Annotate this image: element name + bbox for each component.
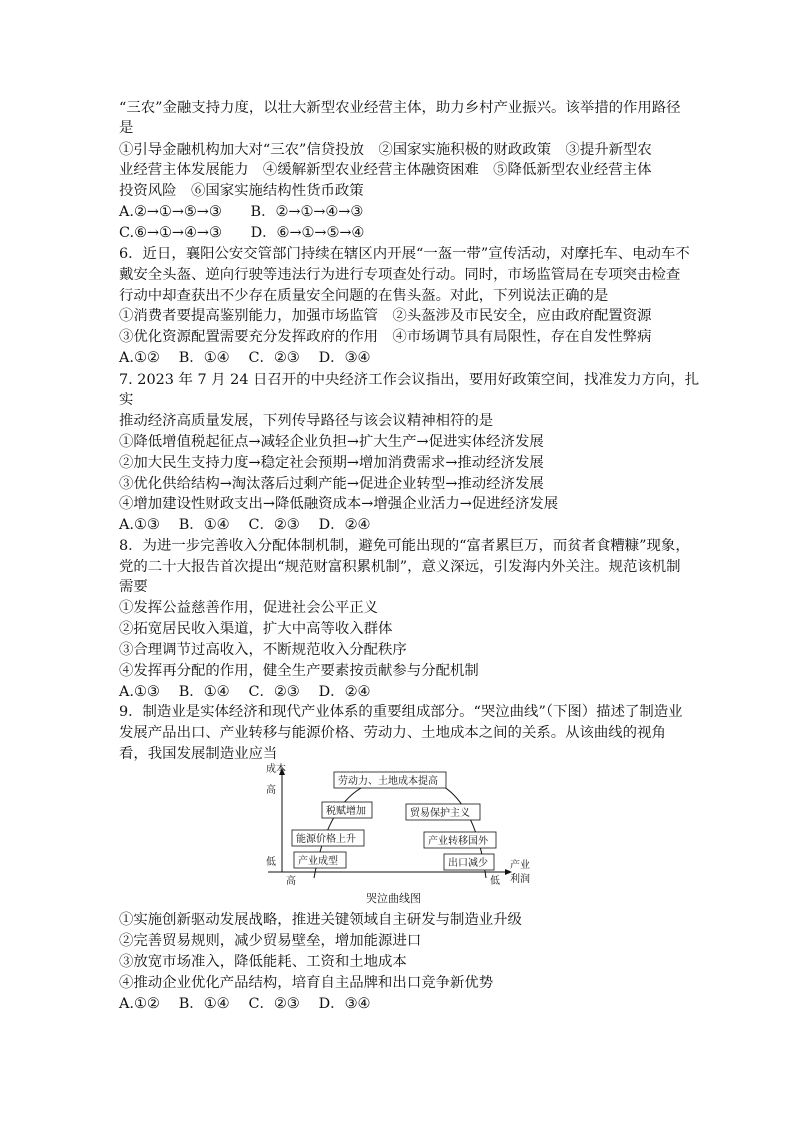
- question-9: 9．制造业是实体经济和现代产业体系的重要组成部分。“哭泣曲线”（下图）描述了制造业: [119, 704, 683, 720]
- option-row: A.①② B．①④ C．②③ D．③④: [119, 996, 371, 1012]
- text-line: 行动中却查获出不少存在质量安全问题的在售头盔。对此，下列说法正确的是: [119, 288, 609, 304]
- text-line: ②加大民生支持力度→稳定社会预期→增加消费需求→推动经济发展: [119, 455, 544, 471]
- text-line: 是: [119, 120, 134, 136]
- y-low-label: 低: [266, 857, 276, 868]
- text-line: ③合理调节过高收入，不断规范收入分配秩序: [119, 642, 407, 658]
- text-line: 实: [119, 392, 134, 408]
- text-line: 发展产品出口、产业转移与能源价格、劳动力、土地成本之间的关系。从该曲线的视角: [119, 725, 666, 741]
- x-axis-label: 产业: [510, 860, 530, 871]
- text-line: 需要: [119, 579, 148, 595]
- text-line: 推动经济高质量发展，下列传导路径与该会议精神相符的是: [119, 413, 494, 429]
- diagram-caption: 哭泣曲线图: [366, 892, 421, 905]
- option-row: A.①② B．①④ C．②③ D．③④: [119, 350, 371, 366]
- x-high-label: 高: [286, 876, 296, 887]
- text-line: ④增加建设性财政支出→降低融资成本→增强企业活力→促进经济发展: [119, 496, 559, 512]
- y-axis-label: 成本: [266, 764, 286, 775]
- x-low-label: 低: [490, 876, 500, 887]
- option-row: C.⑥→①→④→③ D．⑥→①→⑤→④: [119, 225, 365, 241]
- text-line: ①实施创新驱动发展战略，推进关键领域自主研发与制造业升级: [119, 912, 522, 928]
- box-left-low: 产业成型: [298, 856, 338, 867]
- box-right-low: 出口减少: [448, 858, 488, 869]
- text-line: ①引导金融机构加大对“三农”信贷投放 ②国家实施积极的财政政策 ③提升新型农: [119, 142, 652, 158]
- text-line: 业经营主体发展能力 ④缓解新型农业经营主体融资困难 ⑤降低新型农业经营主体: [119, 162, 652, 178]
- text-line: ①降低增值税起征点→减轻企业负担→扩大生产→促进实体经济发展: [119, 434, 544, 450]
- option-row: A.①③ B．①④ C．②③ D．②④: [119, 684, 371, 700]
- question-8: 8．为进一步完善收入分配体制机制，避免可能出现的“富者累巨万，而贫者食糟糠”现象，: [119, 538, 690, 554]
- text-line: 戴安全头盔、逆向行驶等违法行为进行专项查处行动。同时，市场监管局在专项突击检查: [119, 267, 681, 283]
- box-top: 劳动力、土地成本提高: [338, 776, 438, 787]
- x-axis-label-2: 利润: [510, 874, 530, 885]
- text-line: ④发挥再分配的作用，健全生产要素按贡献参与分配机制: [119, 663, 479, 679]
- text-line: “三农”金融支持力度，以壮大新型农业经营主体，助力乡村产业振兴。该举措的作用路径: [119, 100, 681, 116]
- text-line: ②拓宽居民收入渠道，扩大中高等收入群体: [119, 621, 393, 637]
- text-line: 看，我国发展制造业应当: [119, 746, 278, 762]
- text-line: 投资风险 ⑥国家实施结构性货币政策: [119, 183, 364, 199]
- text-line: ③放宽市场准入，降低能耗、工资和土地成本: [119, 954, 407, 970]
- text-line: ①消费者要提高鉴别能力，加强市场监管 ②头盔涉及市民安全，应由政府配置资源: [119, 308, 652, 324]
- text-line: ④推动企业优化产品结构，培育自主品牌和出口竞争新优势: [119, 975, 494, 991]
- text-line: ①发挥公益慈善作用，促进社会公平正义: [119, 600, 379, 616]
- box-left-upper: 税赋增加: [326, 806, 366, 817]
- option-row: A.②→①→⑤→③ B．②→①→④→③: [119, 204, 364, 220]
- question-7: 7. 2023 年 7 月 24 日召开的中央经济工作会议指出，要用好政策空间，找准发力方向，扎: [119, 372, 700, 388]
- option-row: A.①③ B．①④ C．②③ D．②④: [119, 517, 371, 533]
- text-line: ②完善贸易规则，减少贸易壁垒，增加能源进口: [119, 933, 422, 949]
- box-left-mid: 能源价格上升: [296, 834, 356, 845]
- question-6: 6．近日，襄阳公安交管部门持续在辖区内开展“一盔一带”宣传活动，对摩托车、电动车不: [119, 246, 690, 262]
- y-high-label: 高: [266, 785, 276, 796]
- box-right-mid: 产业转移国外: [428, 836, 488, 847]
- text-line: ③优化供给结构→淘汰落后过剩产能→促进企业转型→推动经济发展: [119, 476, 544, 492]
- text-line: ③优化资源配置需要充分发挥政府的作用 ④市场调节具有局限性，存在自发性弊病: [119, 329, 652, 345]
- text-line: 党的二十大报告首次提出“规范财富积累机制”，意义深远，引发海内外关注。规范该机制: [119, 559, 681, 575]
- crying-curve-diagram: [258, 760, 538, 910]
- box-right-upper: 贸易保护主义: [410, 808, 470, 819]
